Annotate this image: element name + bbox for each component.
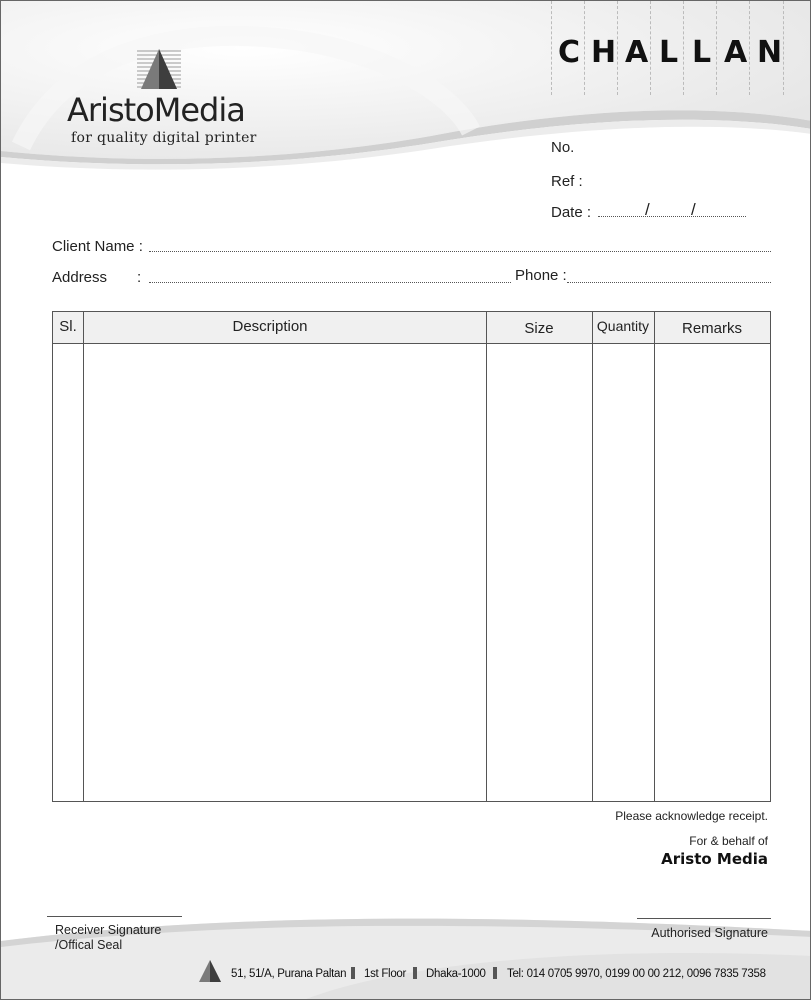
address-colon: : [137,269,142,286]
header-quantity: Quantity [596,318,650,334]
authorised-signature-line [637,918,771,919]
address-label: Address [52,269,108,286]
brand-tagline: for quality digital printer [71,130,257,146]
behalf-note: For & behalf of [689,834,768,848]
items-table [52,311,771,802]
title-letter: C [558,35,581,70]
pyramid-logo-icon [197,959,223,983]
phone-field[interactable] [567,282,771,283]
title-letter: L [692,35,712,70]
header-remarks: Remarks [681,320,742,337]
phone-label: Phone : [515,267,567,284]
footer-floor: 1st Floor [364,968,407,980]
header-description: Description [232,318,308,335]
ref-label: Ref : [551,173,583,190]
client-name-label: Client Name : [52,238,143,255]
title-letter: N [757,35,783,70]
pyramid-logo-icon [135,47,183,91]
brand-name: AristoMedia [67,91,245,129]
footer-separator [493,967,497,979]
footer-address [197,959,787,989]
date-separator: / [645,200,650,219]
authorised-signature-label: Authorised Signature [651,926,768,940]
title-letter: A [724,35,748,70]
header-size: Size [524,320,554,337]
date-label: Date : [551,204,592,221]
header-sl: Sl. [59,318,77,335]
footer-city: Dhaka-1000 [426,968,486,980]
client-name-field[interactable] [149,251,771,252]
footer-separator [413,967,417,979]
address-field[interactable] [149,282,511,283]
footer-street: 51, 51/A, Purana Paltan [231,968,347,980]
receiver-signature-line [47,916,182,917]
footer-phone: Tel: 014 0705 9970, 0199 00 00 212, 0096 7835 7358 [507,968,766,980]
company-name: Aristo Media [661,850,768,868]
receiver-signature-label: Receiver Signature /Offical Seal [55,923,162,952]
title-letter: L [659,35,679,70]
document-title [551,1,785,95]
acknowledge-note: Please acknowledge receipt. [615,809,768,823]
title-letter: H [591,35,617,70]
date-field[interactable] [598,216,746,217]
footer-separator [351,967,355,979]
date-separator: / [691,200,696,219]
title-letter: A [625,35,649,70]
brand-logo [67,47,267,147]
no-label: No. [551,139,575,156]
